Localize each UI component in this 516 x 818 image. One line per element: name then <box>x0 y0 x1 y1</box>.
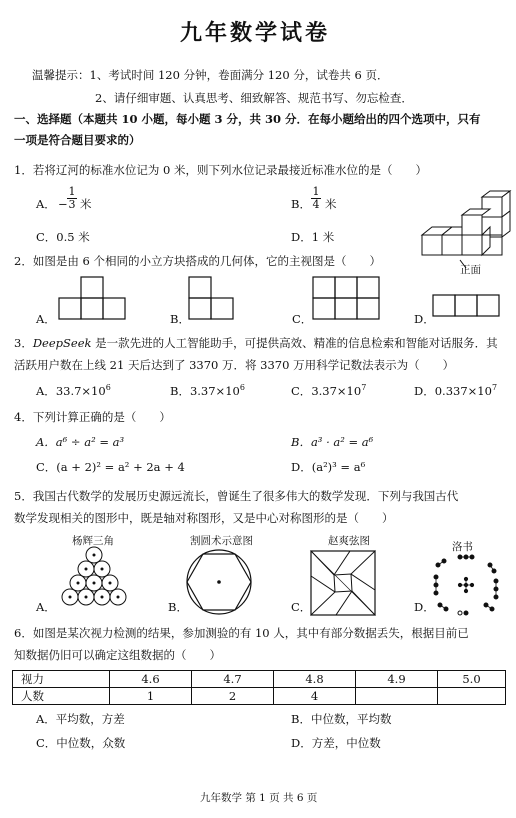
q3-option-a <box>36 384 111 398</box>
q3-option-b-base: 3.37×10 <box>189 384 240 398</box>
q5-caption-d: 洛书 <box>452 541 473 553</box>
q1-option-a-denominator: 3 <box>68 198 76 211</box>
q5-zhaoshuang-figure <box>310 550 376 616</box>
q1-stem: 1．若将辽河的标准水位记为 0 米，则下列水位记录最接近标准水位的是（ ） <box>14 163 427 177</box>
q6-stem-cont: 知数据仍旧可以确定这组数据的（ ） <box>14 648 221 662</box>
q3-number: 3． <box>14 336 33 350</box>
q4-option-a: A．a⁶ ÷ a² = a³ <box>36 435 125 449</box>
page-footer: 九年数学 第 1 页 共 6 页 <box>200 792 318 804</box>
q3-stem <box>14 336 498 350</box>
q3-deepseek: DeepSeek <box>32 336 92 350</box>
q2-option-a-figure <box>58 276 128 320</box>
q1-option-b-denominator: 4 <box>312 198 320 211</box>
q3-stem-rest: 是一款先进的人工智能助手，可提供高效、精准的信息检索和智能对话服务．其 <box>91 336 498 350</box>
q5-luoshu-figure <box>430 555 502 617</box>
q5-stem: 5．我国古代数学的发展历史源远流长，曾诞生了很多伟大的数学发现．下列与我国古代 <box>14 489 459 503</box>
q6-option-d: D．方差，中位数 <box>291 736 381 750</box>
q4-option-c: C．(a + 2)² = a² + 2a + 4 <box>36 460 185 474</box>
q5-option-a-label: A． <box>36 600 56 614</box>
q1-option-a-unit: 米 <box>80 197 92 211</box>
q3-option-b-exp: 6 <box>239 383 245 393</box>
table-cell: 4 <box>274 688 356 705</box>
table-cell: 2 <box>192 688 274 705</box>
table-cell: 视力 <box>13 671 110 688</box>
section-1-header-cont: 一项是符合题目要求的） <box>14 133 141 147</box>
q3-option-a-base: 33.7×10 <box>55 384 106 398</box>
q1-option-d: D．1 米 <box>291 230 335 244</box>
tips-line-2: 2、请仔细审题、认真思考、细致解答、规范书写、勿忘检查． <box>95 91 413 105</box>
q1-option-a-numerator: 1 <box>68 185 76 198</box>
q5-caption-c: 赵爽弦图 <box>328 535 370 547</box>
q3-option-a-exp: 6 <box>105 383 111 393</box>
q1-option-c: C．0.5 米 <box>36 230 90 244</box>
q6-stem: 6．如图是某次视力检测的结果，参加测验的有 10 人，其中有部分数据丢失，根据目前已 <box>14 626 469 640</box>
q2-option-c-label: C． <box>292 312 313 326</box>
q3-option-c <box>291 384 366 398</box>
q5-option-c-label: C． <box>291 600 312 614</box>
q2-option-c-figure <box>312 276 382 320</box>
q2-cube-solid-figure <box>420 202 510 264</box>
q5-option-d-label: D． <box>414 600 435 614</box>
q6-option-a: A．平均数，方差 <box>36 712 125 726</box>
q4-option-d: D．(a²)³ = a⁶ <box>291 460 366 474</box>
q3-stem-cont: 活跃用户数在上线 21 天后达到了 3370 万．将 3370 万用科学记数法表示为（ ） <box>14 358 455 372</box>
q1-option-b-numerator: 1 <box>312 185 320 198</box>
q3-option-a-label: A． <box>36 384 56 398</box>
q5-stem-cont: 数学发现相关的图形中，既是轴对称图形，又是中心对称图形的是（ ） <box>14 511 394 525</box>
q2-front-label: 正面 <box>460 264 481 276</box>
q2-stem: 2．如图是由 6 个相同的小立方块搭成的几何体，它的主视图是（ ） <box>14 254 381 268</box>
tips-line-1: 温馨提示：1、考试时间 120 分钟，卷面满分 120 分，试卷共 6 页． <box>32 68 389 82</box>
q2-option-b-label: B． <box>170 312 190 326</box>
q3-option-d-label: D． <box>414 384 435 398</box>
table-cell <box>438 688 506 705</box>
q1-option-b-label: B． <box>291 197 311 211</box>
table-cell: 1 <box>110 688 192 705</box>
table-cell: 5.0 <box>438 671 506 688</box>
table-row <box>13 671 506 688</box>
table-cell: 4.8 <box>274 671 356 688</box>
page-title: 九年数学试卷 <box>180 20 331 46</box>
q4-option-b: B．a³ · a² = a⁶ <box>291 435 374 449</box>
table-cell: 人数 <box>13 688 110 705</box>
q5-caption-b: 割圆术示意图 <box>190 535 253 547</box>
table-row <box>13 688 506 705</box>
q3-option-c-base: 3.37×10 <box>311 384 362 398</box>
q2-option-d-label: D． <box>414 312 435 326</box>
q5-caption-a: 杨辉三角 <box>72 535 114 547</box>
q3-option-d-base: 0.337×10 <box>434 384 492 398</box>
q1-option-b-fraction <box>311 186 321 211</box>
q1-option-a-fraction <box>67 186 77 211</box>
q3-option-d-exp: 7 <box>491 383 498 393</box>
q3-option-d <box>414 384 497 398</box>
q3-option-b-label: B． <box>170 384 190 398</box>
section-1-header: 一、选择题（本题共 10 小题，每小题 3 分，共 30 分．在每小题给出的四个选项中，只有 <box>14 112 481 126</box>
q5-yanghui-triangle-figure <box>58 546 130 614</box>
q2-option-b-figure <box>188 276 236 320</box>
table-cell <box>356 688 438 705</box>
q1-option-a-sign: − <box>58 197 68 211</box>
table-cell: 4.6 <box>110 671 192 688</box>
q2-option-d-figure <box>432 294 504 318</box>
q3-option-c-exp: 7 <box>361 383 367 393</box>
q3-option-b <box>170 384 245 398</box>
q6-option-c: C．中位数，众数 <box>36 736 126 750</box>
q6-vision-table <box>12 670 506 705</box>
q2-option-a-label: A． <box>36 312 56 326</box>
q5-circle-hexagon-figure <box>183 548 255 616</box>
q1-option-b-unit: 米 <box>325 197 337 211</box>
q5-option-b-label: B． <box>168 600 188 614</box>
q6-option-b: B．中位数，平均数 <box>291 712 392 726</box>
q4-stem: 4．下列计算正确的是（ ） <box>14 410 171 424</box>
table-cell: 4.7 <box>192 671 274 688</box>
q3-option-c-label: C． <box>291 384 312 398</box>
q1-option-a-label: A． <box>36 197 56 211</box>
table-cell: 4.9 <box>356 671 438 688</box>
